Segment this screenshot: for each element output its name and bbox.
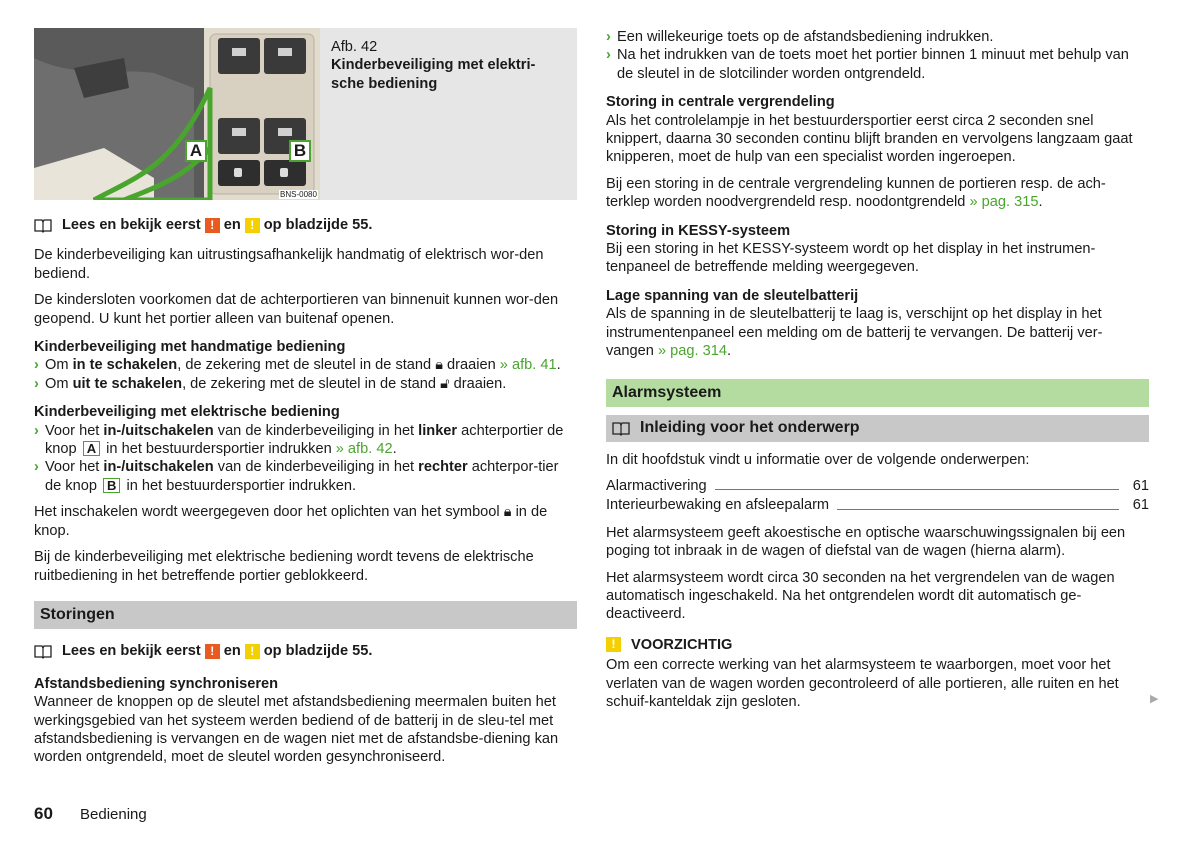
child-lock-symbol-icon: 🔒︎ xyxy=(503,504,512,521)
bullet-arrow-icon: › xyxy=(34,422,39,439)
right-column xyxy=(606,28,1149,711)
paragraph: Als het controlelampje in het bestuurdersportier eerst circa 2 seconden snel knippert, daarna 30 seconden continu blijft branden en vervolgens langzaam gaat knipperen, moet de hulp van een specialist worden ingeroepen. xyxy=(606,112,1133,166)
paragraph: Het alarmsysteem geeft akoestische en optische waarschuwingssignalen bij een poging tot inbraak in de wagen of diefstal van de wagen (hierna alarm). xyxy=(606,524,1126,560)
page-number: 60 xyxy=(34,804,53,823)
toc-row[interactable]: Interieurbewaking en afsleepalarm 61 xyxy=(606,497,1149,514)
read-first-post: op bladzijde 55. xyxy=(263,217,373,233)
book-icon xyxy=(34,218,52,233)
continue-arrow-icon: ▶ xyxy=(1150,693,1159,705)
child-lock-door-image xyxy=(34,28,320,200)
bullet-item: › Een willekeurige toets op de afstandsbediening indrukken. xyxy=(606,29,994,45)
toc-row[interactable]: Alarmactivering 61 xyxy=(606,477,1149,494)
bullet-item: › Om in te schakelen, de zekering met de sleutel in de stand 🔒︎ draaien » afb. 41. xyxy=(34,357,561,374)
lock-open-icon: 🔓︎ xyxy=(440,375,450,392)
link-afb-41[interactable]: » afb. 41 xyxy=(499,357,557,374)
bullet-item: › Voor het in-/uitschakelen van de kinderbeveiliging in het linker achterportier de knop A in het bestuurdersportier indrukken » afb. 42. xyxy=(34,422,564,458)
subheading: Storing in centrale vergrendeling xyxy=(606,94,835,111)
paragraph: In dit hoofdstuk vindt u informatie over de volgende onderwerpen: xyxy=(606,451,1030,468)
paragraph: Bij een storing in de centrale vergrendeling kunnen de portieren resp. de ach-terklep worden noodvergrendeld resp. noodontgrendeld » pag. 315. xyxy=(606,175,1106,211)
figure-42 xyxy=(34,28,577,200)
paragraph: De kindersloten voorkomen dat de achterportieren van binnenuit kunnen wor-den geopend. U kunt het portier alleen van buitenaf openen. xyxy=(34,292,559,327)
caution-text: Om een correcte werking van het alarmsysteem te waarborgen, moet voor het verlaten van de wagen worden gecontroleerd of alle portieren, alle ruiten en het schuif-kanteldak zijn gesloten. xyxy=(606,657,1119,710)
subheading: Kinderbeveiliging met elektrische bediening xyxy=(34,404,340,421)
paragraph: Het alarmsysteem wordt circa 30 seconden na het vergrendelen van de wagen automatisch ingeschakeld. Na het ontgrendelen wordt dit automatisch ge-deactiveerd. xyxy=(606,569,1115,623)
label-b-box: B xyxy=(289,140,311,162)
bullet-arrow-icon: › xyxy=(34,375,39,392)
label-a-box: A xyxy=(185,140,207,162)
bullet-item: › Om uit te schakelen, de zekering met de sleutel in de stand 🔓︎ draaien. xyxy=(34,375,507,392)
bullet-item: › Na het indrukken van de toets moet het portier binnen 1 minuut met behulp van de sleutel in de slotcilinder worden ontgrendeld. xyxy=(606,47,1129,82)
read-first-pre: Lees en bekijk eerst xyxy=(62,217,201,233)
read-first-notice xyxy=(34,216,577,234)
paragraph: Bij een storing in het KESSY-systeem wordt op het display in het instrumen-tenpaneel de betreffende melding weergegeven. xyxy=(606,241,1096,276)
bullet-arrow-icon: › xyxy=(606,29,611,45)
read-first-notice: Lees en bekijk eerst ! en ! op bladzijde 55. xyxy=(34,642,577,660)
section-heading-alarmsysteem: Alarmsysteem xyxy=(606,379,1149,407)
left-column xyxy=(34,28,577,767)
paragraph: Bij de kinderbeveiliging met elektrische bediening wordt tevens de elektrische ruitbediening in het betreffende portier geblokkeerd. xyxy=(34,549,534,584)
topic-list xyxy=(606,477,1149,515)
image-code: BNS-0080 xyxy=(280,190,317,199)
bullet-arrow-icon: › xyxy=(34,459,39,476)
paragraph: Wanneer de knoppen op de sleutel met afstandsbediening meermalen buiten het werkingsgebied van het systeem werden bediend of de batterij in de sleu-tel met afstandsbediening is vervangen en de wagen niet met de afstandsbe-diening kan worden ontgrendeld, moet de sleutel worden gesynchroniseerd. xyxy=(34,694,559,766)
bullet-arrow-icon: › xyxy=(606,47,611,64)
bullet-arrow-icon: › xyxy=(34,357,39,374)
caution-icon: ! xyxy=(245,644,260,659)
lock-closed-icon: 🔒︎ xyxy=(435,357,443,374)
read-first-mid: en xyxy=(223,217,241,233)
section-heading-storingen: Storingen xyxy=(34,601,577,629)
warning-icon: ! xyxy=(205,218,220,233)
book-icon xyxy=(34,644,52,659)
caution-icon: ! xyxy=(245,218,260,233)
key-a-label: A xyxy=(83,441,100,456)
caution-heading: ! VOORZICHTIG xyxy=(606,636,1149,654)
figure-title: Kinderbeveiliging met elektri- sche bediening xyxy=(331,57,536,92)
paragraph: Het inschakelen wordt weergegeven door het oplichten van het symbool 🔒︎ in de knop. xyxy=(34,504,548,539)
link-afb-42[interactable]: » afb. 42 xyxy=(335,441,393,458)
figure-number: Afb. 42 xyxy=(331,39,378,55)
book-icon xyxy=(612,421,630,436)
link-pag-315[interactable]: » pag. 315 xyxy=(969,194,1039,211)
paragraph: Als de spanning in de sleutelbatterij te laag is, verschijnt op het display in het instrumentenpaneel een melding om de batterij te vervangen. De batterij ver-vangen » pag. 314. xyxy=(606,306,1103,360)
warning-icon: ! xyxy=(205,644,220,659)
paragraph: De kinderbeveiliging kan uitrustingsafhankelijk handmatig of elektrisch wor-den bediend. xyxy=(34,247,544,282)
subheading: Afstandsbediening synchroniseren xyxy=(34,675,279,692)
bullet-item: › Voor het in-/uitschakelen van de kinderbeveiliging in het rechter achterpor-tier de knop B in het bestuurdersportier indrukken. xyxy=(34,459,559,494)
key-b-label: B xyxy=(103,478,120,493)
subheading: Kinderbeveiliging met handmatige bediening xyxy=(34,339,346,356)
subheading: Lage spanning van de sleutelbatterij xyxy=(606,287,859,304)
caution-icon: ! xyxy=(606,637,621,652)
link-pag-314[interactable]: » pag. 314 xyxy=(657,343,727,360)
subheading: Storing in KESSY-systeem xyxy=(606,222,791,239)
section-heading-intro: Inleiding voor het onderwerp xyxy=(606,415,1149,442)
footer-section: Bediening xyxy=(80,806,147,823)
figure-caption xyxy=(320,28,543,200)
